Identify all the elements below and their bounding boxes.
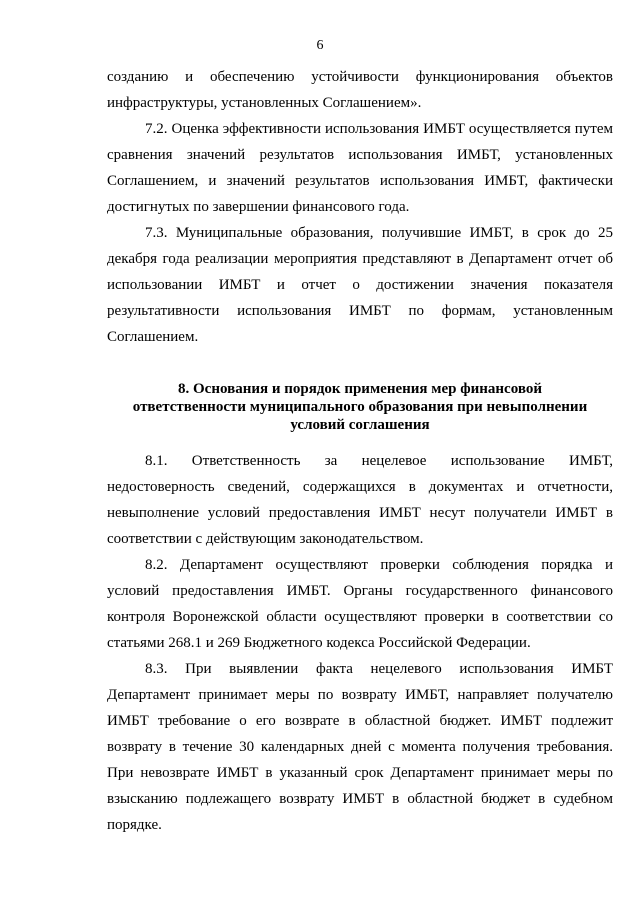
heading-line-2: ответственности муниципального образования при невыполнении (132, 399, 588, 415)
document-body (107, 64, 613, 838)
paragraph-continuation: созданию и обеспечению устойчивости функционирования объектов инфраструктуры, установленных Соглашением». (107, 69, 613, 111)
paragraph-8-3: 8.3. При выявлении факта нецелевого использования ИМБТ Департамент принимает меры по возврату ИМБТ, направляет получателю ИМБТ требование о его возврате в областной бюджет. ИМБТ подлежит возврату в течение 30 календарных дней с момента получения требования. При невозврате ИМБТ в указанный срок Департамент принимает меры по взысканию подлежащего возврату ИМБТ в областной бюджет в судебном порядке. (107, 661, 613, 833)
paragraph-8-2: 8.2. Департамент осуществляют проверки соблюдения порядка и условий предоставления ИМБТ. Органы государственного финансового контроля Воронежской области осуществляют проверки в соответствии со статьями 268.1 и 269 Бюджетного кодекса Российской Федерации. (107, 557, 613, 651)
paragraph-7-3: 7.3. Муниципальные образования, получившие ИМБТ, в срок до 25 декабря года реализации мероприятия представляют в Департамент отчет об использовании ИМБТ и отчет о достижении значения показателя результативности использования ИМБТ по формам, установленным Соглашением. (107, 225, 613, 345)
heading-line-3: условий соглашения (290, 417, 430, 433)
page-number: 6 (316, 38, 324, 53)
section-8-heading (107, 380, 613, 434)
heading-line-1: 8. Основания и порядок применения мер финансовой (178, 381, 542, 397)
paragraph-7-2: 7.2. Оценка эффективности использования ИМБТ осуществляется путем сравнения значений результатов использования ИМБТ, установленных Соглашением, и значений результатов использования ИМБТ, фактически достигнутых по завершении финансового года. (107, 121, 613, 215)
paragraph-8-1: 8.1. Ответственность за нецелевое использование ИМБТ, недостоверность сведений, содержащихся в документах и отчетности, невыполнение условий предоставления ИМБТ несут получатели ИМБТ в соответствии с действующим законодательством. (107, 453, 613, 547)
